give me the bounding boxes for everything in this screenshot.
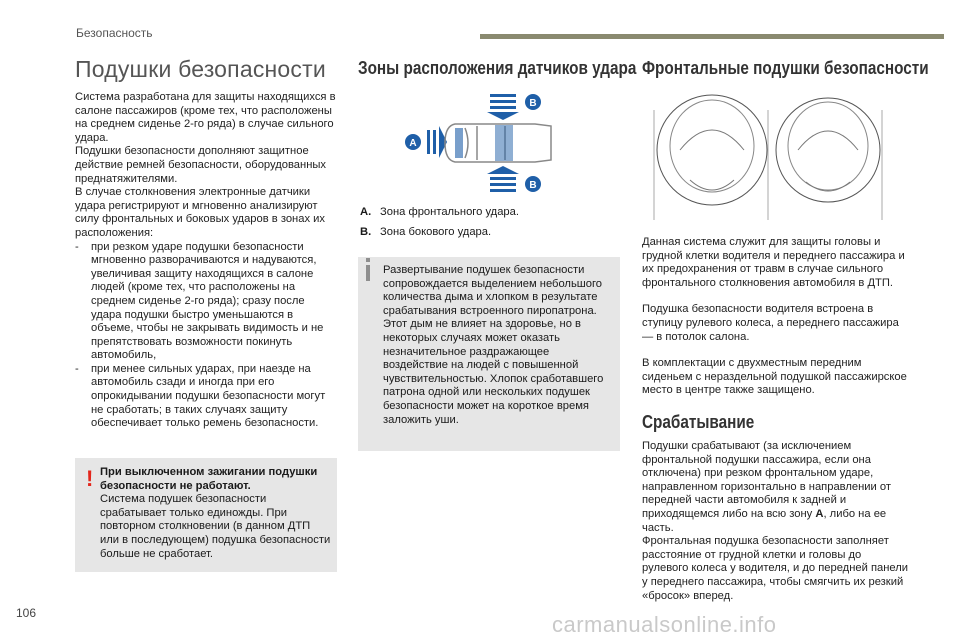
deploy-text-part: Подушки срабатывают (за исключением фронтальной подушки пассажира, если она отключена) при резком фронтальном ударе, направленном горизонтально в направлении от передней части автомобиля к задней и приходящемся либо на всю зону bbox=[642, 440, 892, 520]
legend-key: B. bbox=[360, 226, 372, 238]
front-airbags-heading: Фронтальные подушки безопасности bbox=[642, 58, 929, 78]
warning-icon: ! bbox=[86, 466, 94, 491]
marker-b-top bbox=[525, 94, 541, 110]
legend-key: A. bbox=[360, 206, 372, 218]
marker-b-label: B bbox=[529, 180, 537, 191]
list-item bbox=[75, 363, 337, 431]
front-impact-arrow bbox=[427, 126, 447, 158]
car-sensor-diagram bbox=[395, 90, 555, 194]
deploy-paragraph bbox=[642, 440, 910, 535]
intro-paragraph: В случае столкновения электронные датчики удара регистрируют и мгновенно анализируют силу фронтальных и боковых ударов в зонах их расположения: bbox=[75, 186, 326, 239]
intro-paragraph: Подушки безопасности дополняют защитное действие ремней безопасности, оборудованных преднатяжителями. bbox=[75, 145, 327, 185]
warning-text bbox=[100, 466, 332, 561]
impact-list bbox=[75, 241, 337, 431]
info-icon bbox=[366, 265, 370, 281]
list-dash: - bbox=[75, 240, 79, 253]
zones-legend bbox=[360, 202, 519, 242]
header-section-title: Безопасность bbox=[76, 26, 153, 40]
list-item-text: при резком ударе подушки безопасности мгновенно разворачиваются и надуваются, увеличивая защиту находящихся в салоне людей (кроме тех, что расположены на среднем сиденье 2-го ряда); сразу после удара подушки быстро уменьшаются в объеме, чтобы не закрывать видимость и не препятствовать возможности покинуть автомобиль, bbox=[91, 240, 324, 362]
marker-a-label: A bbox=[409, 138, 417, 149]
intro-text bbox=[75, 91, 337, 431]
marker-a bbox=[405, 134, 421, 150]
zone-a-ref: A bbox=[815, 507, 824, 520]
page-number: 106 bbox=[16, 606, 37, 620]
deploy-text-part: , либо на ее часть. bbox=[642, 507, 887, 534]
header-rule bbox=[480, 34, 944, 39]
marker-b-label: B bbox=[529, 98, 537, 109]
airbag-illustration bbox=[650, 90, 886, 230]
list-dash: - bbox=[75, 362, 79, 375]
info-text: Развертывание подушек безопасности сопровождается выделением небольшого количества дыма и хлопком в результате срабатывания встроенного пиропатрона. Этот дым не влияет на здоровье, но в некоторых случаях может оказать незначительное раздражающее воздействие на людей с повышенной чувствительностью. Хлопок сработавшего патрона одной или нескольких подушек безопасности может на короткое время заложить уши. bbox=[383, 264, 604, 426]
front-paragraph: Данная система служит для защиты головы и грудной клетки водителя и переднего пассажира и их предохранения от травм в случае сильного фронтального столкновения автомобиля в ДТП. bbox=[642, 236, 905, 289]
legend-text: Зона фронтального удара. bbox=[380, 206, 519, 218]
front-paragraph: Подушка безопасности водителя встроена в ступицу рулевого колеса, а переднего пассажира — в потолок салона. bbox=[642, 303, 899, 343]
legend-text: Зона бокового удара. bbox=[380, 226, 492, 238]
front-paragraph: В комплектации с двухместным передним сиденьем с нераздельной подушкой пассажирское место в центре также защищено. bbox=[642, 357, 907, 397]
deploy-paragraph: Фронтальная подушка безопасности заполняет расстояние от грудной клетки и головы до рулевого колеса у водителя, и до передней панели у переднего пассажира, чтобы смягчить их резкий «бросок» вперед. bbox=[642, 535, 909, 602]
deploy-text bbox=[642, 440, 910, 603]
front-text bbox=[642, 236, 910, 398]
marker-b-bottom bbox=[525, 176, 541, 192]
list-item-text: при менее сильных ударах, при наезде на автомобиль сзади и иногда при его опрокидывании подушки безопасности могут не сработать; в таких случаях защиту обеспечивает только ремень безопасности. bbox=[91, 362, 326, 430]
warning-body: Система подушек безопасности срабатывает только единожды. При повторном столкновении (в данном ДТП или в последующем) подушка безопасности больше не сработает. bbox=[100, 493, 331, 560]
warning-title: При выключенном зажигании подушки безопасности не работают. bbox=[100, 466, 318, 492]
watermark: carmanualsonline.info bbox=[552, 612, 777, 637]
intro-paragraph: Система разработана для защиты находящихся в салоне пассажиров (кроме тех, что расположены на среднем сиденье 2-го ряда) в случае сильного удара. bbox=[75, 91, 336, 144]
side-impact-arrow-top bbox=[487, 94, 519, 120]
page-title: Подушки безопасности bbox=[75, 56, 326, 82]
deploy-heading: Срабатывание bbox=[642, 412, 755, 432]
side-impact-arrow-bottom bbox=[487, 166, 519, 192]
legend-item bbox=[360, 202, 519, 222]
legend-item bbox=[360, 222, 519, 242]
zones-heading: Зоны расположения датчиков удара bbox=[358, 58, 637, 78]
list-item bbox=[75, 241, 337, 363]
